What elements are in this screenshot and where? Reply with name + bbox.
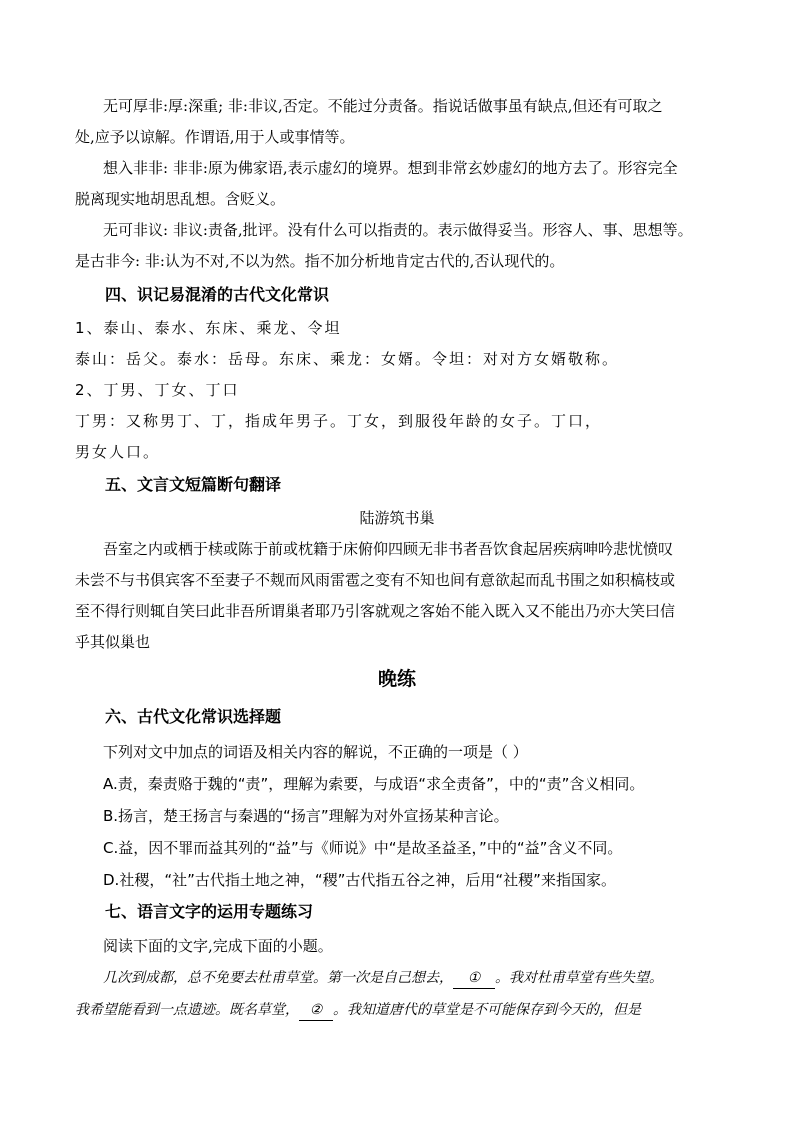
- classical-text-line1: 吾室之内或栖于椟或陈于前或枕籍于床俯仰四顾无非书者吾饮食起居疾病呻吟悲忧愤叹: [103, 540, 674, 558]
- reading-passage-line2: [75, 1000, 735, 1021]
- classical-text-line2: 未尝不与书俱宾客不至妻子不觌而风雨雷雹之变有不知也间有意欲起而乱书围之如积槁枝或: [75, 571, 676, 589]
- passage-text-segment: 我希望能看到一点遗迹。既名草堂，: [75, 1002, 299, 1018]
- section-5-heading: 五、文言文短篇断句翻译: [105, 475, 282, 494]
- evening-practice-title: 晚练: [377, 668, 416, 690]
- passage-text-segment: 几次到成都，总不免要去杜甫草堂。第一次是自己想去，: [103, 970, 453, 986]
- idiom-xiangrufeifei-line1: 想入非非: 非非:原为佛家语,表示虚幻的境界。想到非常玄妙虚幻的地方去了。形容完全: [103, 159, 678, 177]
- culture-item-1: 1、泰山、泰水、东床、乘龙、令坦: [75, 319, 342, 337]
- section-4-heading: 四、识记易混淆的古代文化常识: [105, 285, 330, 304]
- idiom-wukehoufei-line2: 处,应予以谅解。作谓语,用于人或事情等。: [75, 128, 355, 146]
- culture-item-2-desc-line1: 丁男：又称男丁、丁，指成年男子。丁女，到服役年龄的女子。丁口，: [75, 412, 603, 430]
- question-stem: 下列对文中加点的词语及相关内容的解说，不正确的一项是（ ）: [103, 743, 528, 761]
- blank-1[interactable]: ①: [453, 968, 495, 989]
- option-a: A.责，秦责赂于魏的“责”，理解为索要，与成语“求全责备”，中的“责”含义相同。: [103, 775, 645, 793]
- reading-instruction: 阅读下面的文字,完成下面的小题。: [103, 937, 333, 955]
- section-6-heading: 六、古代文化常识选择题: [105, 707, 282, 726]
- culture-item-2: 2、丁男、丁女、丁口: [75, 381, 240, 399]
- idiom-wukehoufei-line1: 无可厚非:厚:深重; 非:非议,否定。不能过分责备。指说话做事虽有缺点,但还有可取之: [103, 97, 663, 115]
- blank-2[interactable]: ②: [299, 1000, 333, 1021]
- reading-passage-line1: [103, 968, 743, 989]
- classical-text-line4: 乎其似巢也: [75, 633, 151, 651]
- classical-text-line3: 至不得行则辄自笑曰此非吾所谓巢者耶乃引客就观之客始不能入既入又不能出乃亦大笑曰信: [75, 602, 676, 620]
- option-d: D.社稷，“社”古代指土地之神，“稷”古代指五谷之神，后用“社稷”来指国家。: [103, 871, 616, 889]
- option-c: C.益，因不罪而益其列的“益”与《师说》中“是故圣益圣，”中的“益”含义不同。: [103, 839, 623, 857]
- section-7-heading: 七、语言文字的运用专题练习: [105, 902, 314, 921]
- culture-item-2-desc-line2: 男女人口。: [75, 443, 161, 461]
- passage-text-segment: 。我知道唐代的草堂是不可能保存到今天的，但是: [333, 1002, 641, 1018]
- passage-text-segment: 。我对杜甫草堂有些失望。: [495, 970, 663, 986]
- idiom-wukefeiyi-line: 无可非议: 非议:责备,批评。没有什么可以指责的。表示做得妥当。形容人、事、思想等。: [103, 221, 693, 239]
- idiom-shigufeijin-line: 是古非今: 非:认为不对,不以为然。指不加分析地肯定古代的,否认现代的。: [75, 252, 565, 270]
- classical-text-title: 陆游筑书巢: [359, 509, 435, 527]
- culture-item-1-desc: 泰山：岳父。泰水：岳母。东床、乘龙：女婿。令坦：对对方女婿敬称。: [75, 350, 620, 368]
- option-b: B.扬言，楚王扬言与秦遇的“扬言”理解为对外宣扬某种言论。: [103, 807, 509, 825]
- idiom-xiangrufeifei-line2: 脱离现实地胡思乱想。含贬义。: [75, 190, 286, 208]
